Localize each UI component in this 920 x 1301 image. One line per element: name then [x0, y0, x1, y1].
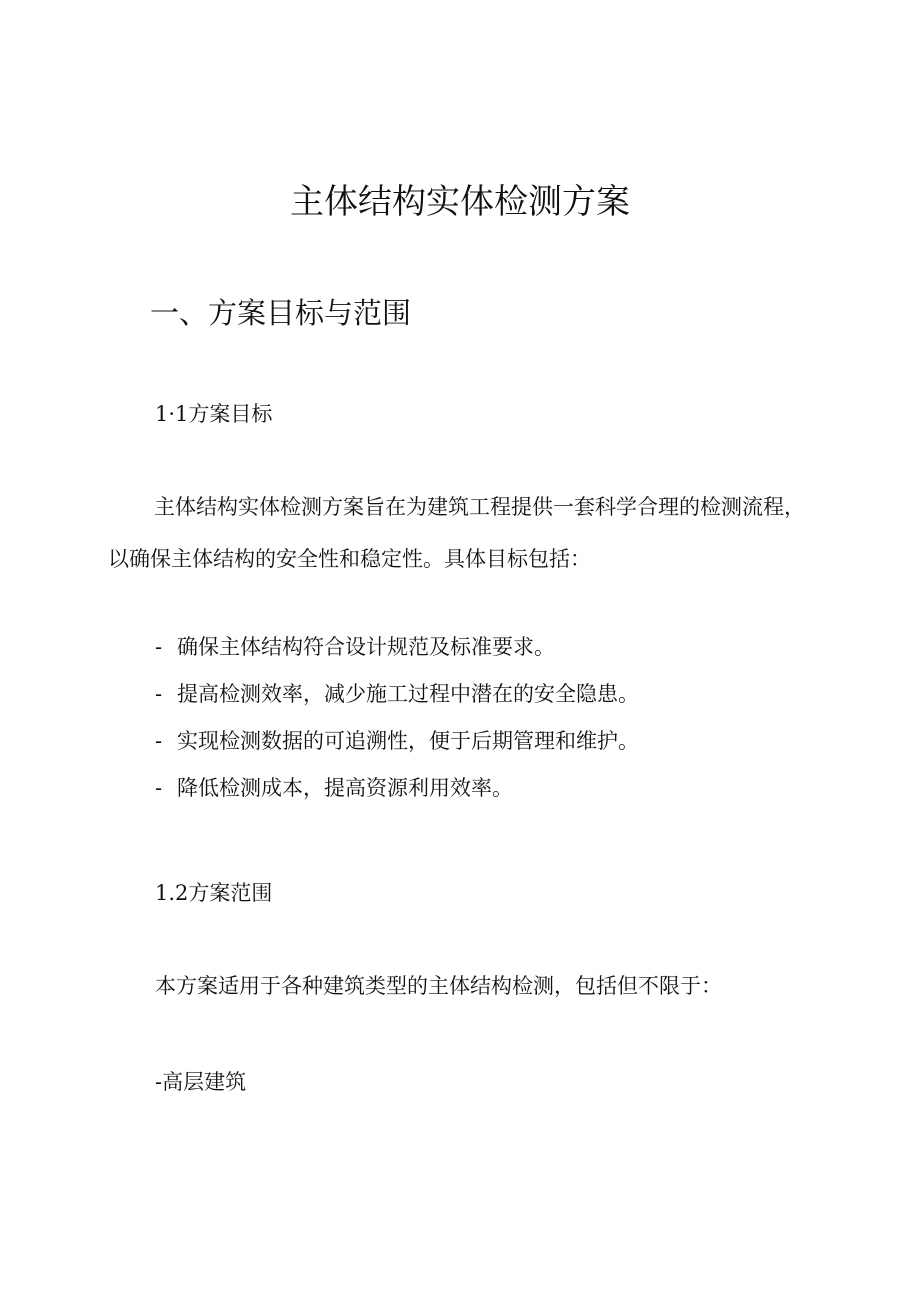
list-item-text: 降低检测成本，提高资源利用效率。 — [177, 776, 513, 800]
list-item-text: 实现检测数据的可追溯性，便于后期管理和维护。 — [177, 729, 639, 753]
list-dash: - — [155, 776, 163, 800]
section-heading-1: 一、方案目标与范围 — [150, 296, 412, 330]
scope-list — [155, 1059, 246, 1106]
list-item — [155, 1059, 246, 1106]
list-item — [155, 765, 639, 812]
list-dash: - — [155, 729, 163, 753]
scope-paragraph: 本方案适用于各种建筑类型的主体结构检测，包括但不限于： — [155, 974, 722, 998]
list-item — [155, 671, 639, 718]
subsection-heading-1-2: 1.2方案范围 — [155, 881, 273, 905]
intro-paragraph: 主体结构实体检测方案旨在为建筑工程提供一套科学合理的检测流程，以确保主体结构的安全性和稳定性。具体目标包括： — [108, 495, 805, 571]
list-dash: - — [155, 635, 163, 659]
list-item — [155, 718, 639, 765]
objectives-list — [155, 624, 639, 812]
list-item-text: 确保主体结构符合设计规范及标准要求。 — [177, 635, 555, 659]
list-item-text: -高层建筑 — [155, 1070, 247, 1094]
document-title: 主体结构实体检测方案 — [290, 182, 630, 222]
subsection-heading-1-1: 1·1方案目标 — [155, 402, 273, 426]
list-item-text: 提高检测效率，减少施工过程中潜在的安全隐患。 — [177, 682, 639, 706]
list-item — [155, 624, 639, 671]
list-dash: - — [155, 682, 163, 706]
